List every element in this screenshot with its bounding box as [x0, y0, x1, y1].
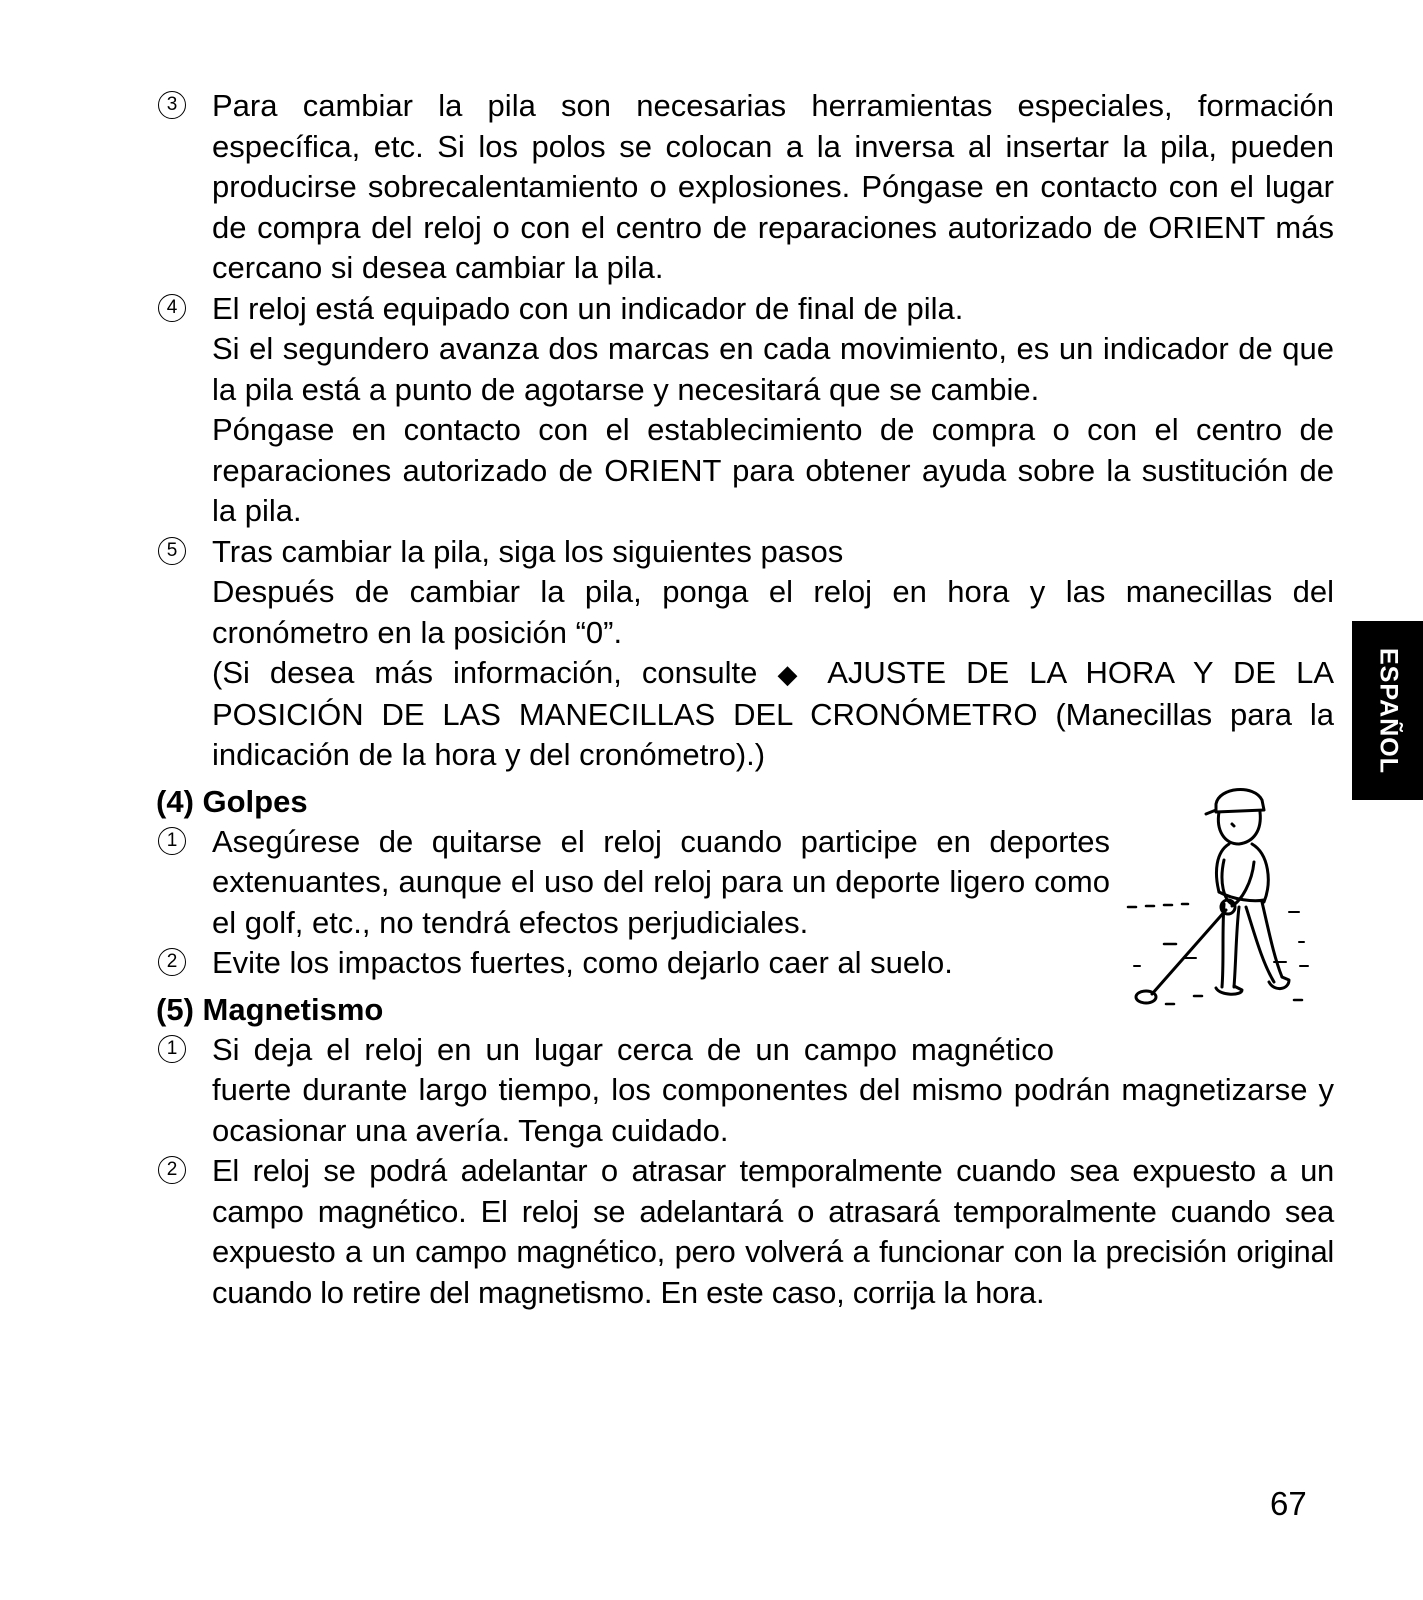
reference-prefix: (Si desea más información, consulte — [212, 655, 758, 690]
list-item-1 — [156, 1030, 1334, 1152]
circled-number: 2 — [158, 1156, 186, 1184]
paragraph: Después de cambiar la pila, ponga el reloj en hora y las manecillas del cronómetro en la posición “0”. — [212, 574, 1334, 650]
reference-title: AJUSTE DE LA HORA Y DE LA POSICIÓN DE LAS MANECILLAS DEL CRONÓMETRO (Manecillas para la indicación de la hora y del cronómetro).) — [212, 655, 1335, 772]
language-tab-label: ESPAÑOL — [1374, 647, 1402, 774]
circled-number: 5 — [158, 537, 186, 565]
list-item-5 — [156, 532, 1334, 776]
page-number: 67 — [1270, 1485, 1307, 1522]
paragraph: Evite los impactos fuertes, como dejarlo caer al suelo. — [212, 945, 953, 980]
section-golpes — [156, 782, 1334, 984]
section-heading: (4) Golpes — [156, 783, 308, 819]
circled-number: 2 — [158, 948, 186, 976]
circled-number: 1 — [158, 827, 186, 855]
list-item-2 — [156, 1151, 1334, 1313]
circled-number: 4 — [158, 294, 186, 322]
manual-page — [156, 86, 1334, 1313]
list-item-3 — [156, 86, 1334, 289]
paragraph-first-line: Si deja el reloj en un lugar cerca de un campo magnético — [212, 1031, 1054, 1067]
cross-reference — [212, 653, 1334, 776]
diamond-icon: ◆ — [777, 659, 809, 689]
paragraph: Para cambiar la pila son necesarias herramientas especiales, formación específica, etc. Si los polos se colocan a la inversa al insertar la pila, pueden producirse sobrecalentamiento o explosiones. Póngase en contacto con el lugar de compra del reloj o con el centro de reparaciones autorizado de ORIENT más cercano si desea cambiar la pila. — [212, 88, 1334, 285]
paragraph: Tras cambiar la pila, siga los siguientes pasos — [212, 533, 844, 569]
paragraph: Asegúrese de quitarse el reloj cuando participe en deportes extenuantes, aunque el uso del reloj para un deporte ligero como el golf, etc., no tendrá efectos perjudiciales. — [212, 823, 1110, 940]
paragraph: El reloj se podrá adelantar o atrasar temporalmente cuando sea expuesto a un campo magnético. El reloj se adelantará o atrasará temporalmente cuando sea expuesto a un campo magnético, pero volverá a funcionar con la precisión original cuando lo retire del magnetismo. En este caso, corrija la hora. — [212, 1153, 1334, 1310]
list-item-1 — [156, 822, 1110, 944]
golfer-illustration — [1124, 782, 1314, 1027]
circled-number: 1 — [158, 1035, 186, 1063]
list-item-2 — [156, 943, 1110, 984]
paragraph: fuerte durante largo tiempo, los componentes del mismo podrán magnetizarse y ocasionar una avería. Tenga cuidado. — [212, 1072, 1334, 1148]
paragraph: El reloj está equipado con un indicador de final de pila. — [212, 290, 964, 326]
circled-number: 3 — [158, 91, 186, 119]
language-tab — [1352, 621, 1423, 800]
paragraph: Si el segundero avanza dos marcas en cada movimiento, es un indicador de que la pila está a punto de agotarse y necesitará que se cambie. — [212, 331, 1334, 407]
paragraph: Póngase en contacto con el establecimiento de compra o con el centro de reparaciones autorizado de ORIENT para obtener ayuda sobre la sustitución de la pila. — [212, 412, 1334, 528]
section-heading: (5) Magnetismo — [156, 991, 384, 1027]
list-item-4 — [156, 289, 1334, 532]
